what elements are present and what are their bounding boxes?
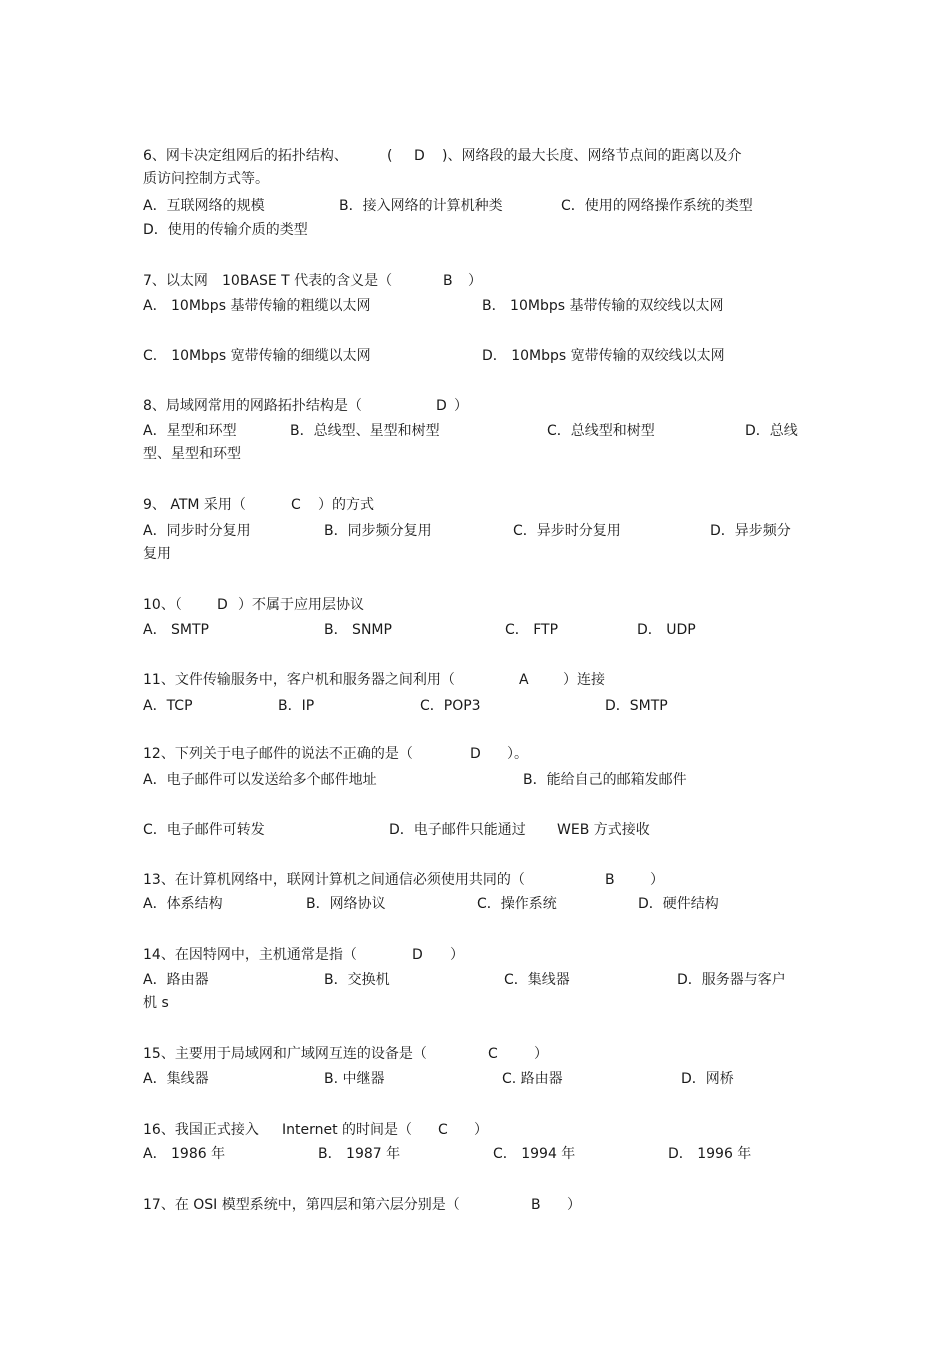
option-c: C． 1994 年 — [493, 1146, 576, 1162]
option-a: A． 10Mbps 基带传输的粗缆以太网 — [143, 298, 371, 314]
option-d-cont: WEB 方式接收 — [557, 822, 650, 838]
option-a: A．同步时分复用 — [143, 523, 251, 539]
question-12-options — [0, 771, 687, 789]
option-a: A．互联网络的规模 — [143, 198, 265, 214]
answer: D — [217, 597, 228, 613]
question-text: 6、网卡决定组网后的拓扑结构、 — [143, 148, 348, 164]
question-17 — [0, 1196, 581, 1214]
question-text: 10BASE T 代表的含义是（ — [222, 273, 393, 289]
question-text: 17、在 OSI 模型系统中，第四层和第六层分别是（ — [143, 1197, 460, 1213]
option-d: D． UDP — [637, 622, 696, 638]
question-text: 8、局域网常用的网路拓扑结构是（ — [143, 398, 362, 414]
bracket: ） — [474, 1122, 488, 1138]
option-c: C. 路由器 — [502, 1071, 563, 1087]
option-c: C．使用的网络操作系统的类型 — [561, 198, 753, 214]
answer: C — [291, 497, 301, 513]
bracket: ） — [450, 947, 464, 963]
option-a: A．体系结构 — [143, 896, 223, 912]
option-b: B．IP — [278, 698, 315, 714]
question-text: 12、下列关于电子邮件的说法不正确的是（ — [143, 746, 413, 762]
question-text: 16、我国正式接入 — [143, 1122, 259, 1138]
question-7 — [0, 272, 482, 290]
bracket: ） — [567, 1197, 581, 1213]
question-11-options — [0, 697, 668, 715]
question-10-options — [0, 621, 696, 639]
question-text: 13、在计算机网络中，联网计算机之间通信必须使用共同的（ — [143, 872, 525, 888]
question-13-options — [0, 895, 719, 913]
question-8-cont — [0, 445, 241, 463]
option-c: C． 10Mbps 宽带传输的细缆以太网 — [143, 348, 371, 364]
option-b: B．交换机 — [324, 972, 390, 988]
answer: B — [605, 872, 615, 888]
question-text: ）的方式 — [318, 497, 374, 513]
option-d: D．电子邮件只能通过 — [389, 822, 526, 838]
question-8-options — [0, 422, 798, 440]
question-text: 9、 ATM 采用（ — [143, 497, 246, 513]
option-c: C．总线型和树型 — [547, 423, 655, 439]
option-a: A．集线器 — [143, 1071, 209, 1087]
option-d: D．使用的传输介质的类型 — [143, 222, 308, 238]
bracket: ） — [650, 872, 664, 888]
answer: A — [519, 672, 529, 688]
option-d: D．硬件结构 — [638, 896, 719, 912]
question-9 — [0, 496, 374, 514]
option-d: D．总线 — [745, 423, 798, 439]
option-d: D．服务器与客户 — [677, 972, 786, 988]
question-8 — [0, 397, 468, 415]
answer: B — [531, 1197, 541, 1213]
question-text: )、网络段的最大长度、网络节点间的距离以及介 — [442, 148, 742, 164]
question-text: 14、在因特网中，主机通常是指（ — [143, 947, 357, 963]
answer: D — [470, 746, 481, 762]
option-a: A． 1986 年 — [143, 1146, 226, 1162]
option-b: B．能给自己的邮箱发邮件 — [523, 772, 687, 788]
question-15 — [0, 1045, 548, 1063]
option-c: C． FTP — [505, 622, 559, 638]
option-c: C．异步时分复用 — [513, 523, 621, 539]
option-d: D．异步频分 — [710, 523, 791, 539]
answer: D — [436, 398, 447, 414]
question-text: ）连接 — [563, 672, 605, 688]
option-d: D． 10Mbps 宽带传输的双绞线以太网 — [482, 348, 725, 364]
question-6-options — [0, 197, 753, 215]
question-13 — [0, 871, 664, 889]
option-b: B． SNMP — [324, 622, 392, 638]
option-d-cont: 型、星型和环型 — [143, 446, 241, 462]
option-b: B．网络协议 — [306, 896, 386, 912]
question-text: 15、主要用于局域网和广域网互连的设备是（ — [143, 1046, 427, 1062]
question-12 — [0, 745, 528, 763]
question-16-options — [0, 1145, 752, 1163]
option-a: A．电子邮件可以发送给多个邮件地址 — [143, 772, 377, 788]
option-b: B．接入网络的计算机种类 — [339, 198, 503, 214]
option-c: C．POP3 — [420, 698, 481, 714]
bracket: ） — [454, 398, 468, 414]
option-c: C．电子邮件可转发 — [143, 822, 265, 838]
option-d: D． 1996 年 — [668, 1146, 752, 1162]
answer: D — [414, 148, 425, 164]
question-16 — [0, 1121, 488, 1139]
question-7-options — [0, 297, 724, 315]
question-9-cont — [0, 545, 171, 563]
option-d: D．网桥 — [681, 1071, 734, 1087]
option-b: B．总线型、星型和树型 — [290, 423, 440, 439]
bracket: ） — [468, 273, 482, 289]
option-d: D．SMTP — [605, 698, 668, 714]
question-14-cont — [0, 994, 169, 1012]
question-text: ）不属于应用层协议 — [238, 597, 364, 613]
question-15-options — [0, 1070, 734, 1088]
option-c: C．操作系统 — [477, 896, 557, 912]
answer: C — [438, 1122, 448, 1138]
option-a: A．星型和环型 — [143, 423, 237, 439]
bracket: ( — [387, 148, 393, 164]
question-6-options-2 — [0, 221, 308, 239]
question-text: 质访问控制方式等。 — [143, 171, 269, 187]
bracket: ） — [534, 1046, 548, 1062]
question-text: 10、（ — [143, 597, 182, 613]
option-d-cont: 机 s — [143, 995, 169, 1011]
question-text: ）。 — [507, 746, 528, 762]
option-b: B．同步频分复用 — [324, 523, 432, 539]
option-b: B． 10Mbps 基带传输的双绞线以太网 — [482, 298, 724, 314]
question-10 — [0, 596, 364, 614]
option-a: A．TCP — [143, 698, 193, 714]
option-d-cont: 复用 — [143, 546, 171, 562]
question-12-options-2 — [0, 821, 650, 839]
answer: D — [412, 947, 423, 963]
option-a: A． SMTP — [143, 622, 209, 638]
question-6-cont — [0, 170, 269, 188]
question-6 — [0, 147, 742, 165]
question-text: 11、文件传输服务中，客户机和服务器之间利用（ — [143, 672, 455, 688]
question-9-options — [0, 522, 791, 540]
option-c: C．集线器 — [504, 972, 570, 988]
option-b: B． 1987 年 — [318, 1146, 401, 1162]
question-7-options-2 — [0, 347, 725, 365]
question-14 — [0, 946, 464, 964]
question-14-options — [0, 971, 786, 989]
option-b: B. 中继器 — [324, 1071, 385, 1087]
answer: C — [488, 1046, 498, 1062]
option-a: A．路由器 — [143, 972, 209, 988]
question-text: 7、以太网 — [143, 273, 208, 289]
question-11 — [0, 671, 605, 689]
answer: B — [443, 273, 453, 289]
question-text: Internet 的时间是（ — [282, 1122, 413, 1138]
